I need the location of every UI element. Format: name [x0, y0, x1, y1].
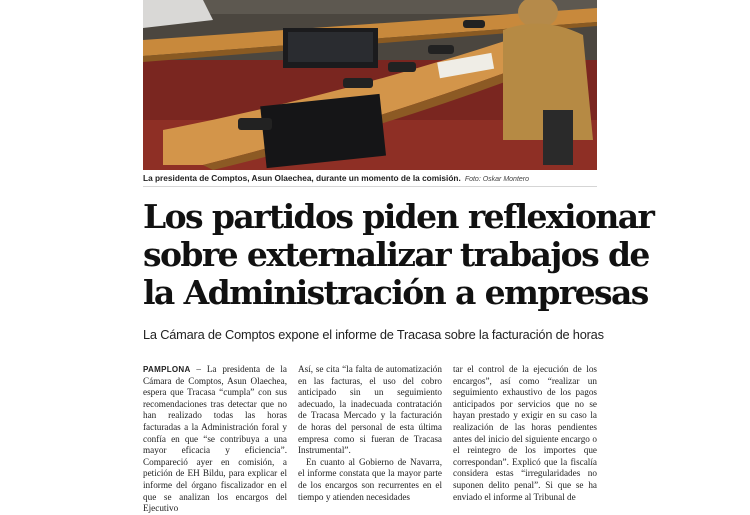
headline-line-1: Los partidos piden reflexionar	[143, 197, 654, 236]
photo-caption	[143, 173, 597, 183]
caption-text: La presidenta de Comptos, Asun Olaechea, durante un momento de la comisión.	[143, 173, 461, 183]
article-column-3	[453, 364, 597, 500]
headline-line-2: sobre externalizar trabajos de	[143, 235, 649, 274]
column-2-paragraph-1: Así, se cita “la falta de automatización en las facturas, el uso del cobro anticipado sin un seguimiento adecuado, la inadecuada contratación de Tracasa Mercado y la facturación de horas del personal de esta última empresa como si fueran de Tracasa Instrumental”.	[298, 364, 442, 456]
article-column-1	[143, 364, 287, 514]
news-photo	[143, 0, 597, 170]
headline	[143, 197, 654, 312]
article-column-2	[298, 364, 442, 500]
column-1-text: – La presidenta de la Cámara de Comptos, Asun Olaechea, espera que Tracasa “cumpla” con sus recomendaciones tras detectar que no han realizado todas las horas facturadas a la Administración foral y confía en que “se contribuya a una mayor eficacia y eficiencia”. Compareció ayer en comisión, a petición de EH Bildu, para explicar el informe del órgano fiscalizador en el que se analizan los encargos del Ejecutivo	[143, 364, 287, 514]
photo-credit: Foto: Oskar Montero	[464, 176, 530, 183]
column-3-paragraph-1: tar el control de la ejecución de los encargos”, así como “realizar un seguimiento exhaustivo de los pagos anticipados por servicios que no se hayan prestado y exigir en su caso la realización de las horas pendientes antes del inicio del siguiente encargo o el reintegro de los importes que correspondan”. Explicó que la fiscalía considera estas “irregularidades no suponen delito penal”. Si que se ha enviado el informe al Tribunal de	[453, 364, 597, 502]
headline-line-3: la Administración a empresas	[143, 273, 648, 312]
column-2-paragraph-2: En cuanto al Gobierno de Navarra, el informe constata que la mayor parte de los encargos son recurrentes en el tiempo y atienden necesidades	[298, 456, 442, 502]
dateline: PAMPLONA	[143, 365, 191, 374]
caption-divider	[143, 186, 597, 187]
article-body	[143, 364, 597, 514]
subheadline: La Cámara de Comptos expone el informe de Tracasa sobre la facturación de horas	[143, 327, 604, 342]
commission-room-illustration	[143, 0, 597, 170]
